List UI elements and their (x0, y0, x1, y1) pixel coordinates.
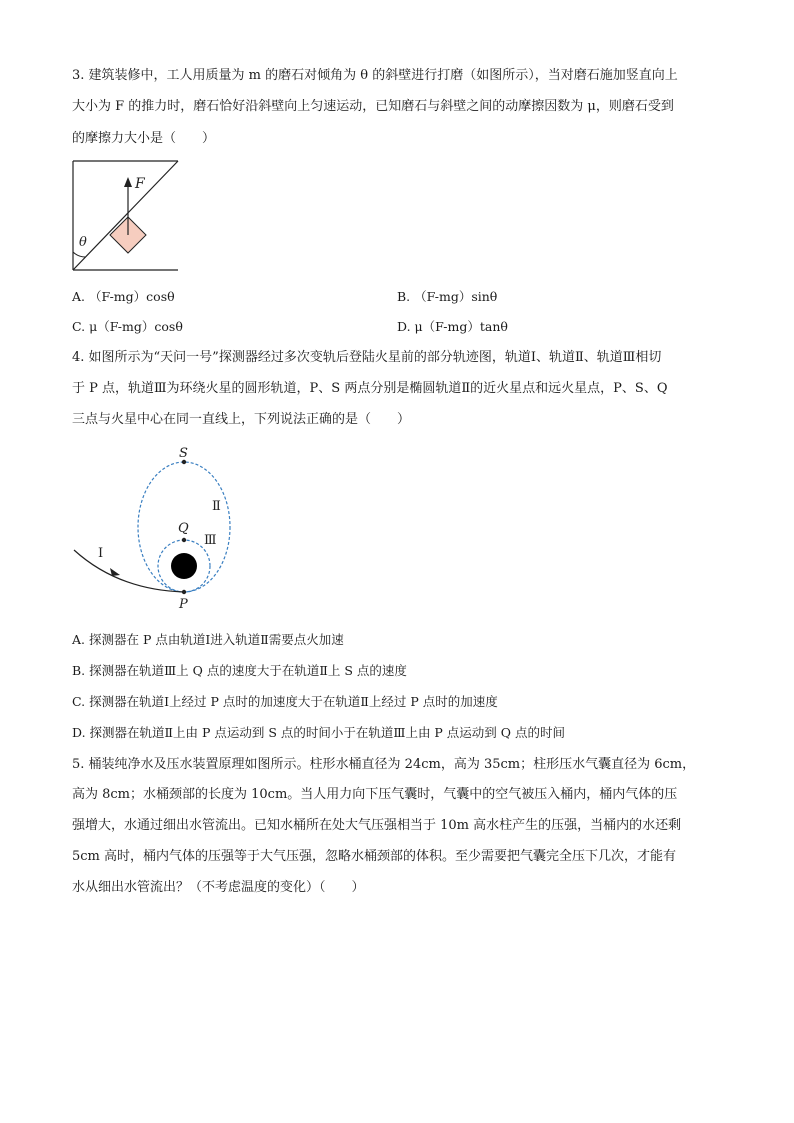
q5-text-line-2: 高为 8cm；水桶颈部的长度为 10cm。当人用力向下压气囊时，气囊中的空气被压入桶内，桶内气体的压 (72, 787, 678, 802)
force-label: F (135, 176, 145, 192)
label-p: P (179, 597, 188, 612)
q4-text-line-2: 于 P 点，轨道Ⅲ为环绕火星的圆形轨道，P、S 两点分别是椭圆轨道Ⅱ的近火星点和远火星点，P、S、Q (72, 381, 668, 396)
label-orbit-3: Ⅲ (204, 533, 217, 548)
q5-text-line-3: 强增大，水通过细出水管流出。已知水桶所在处大气压强相当于 10m 高水柱产生的压强，当桶内的水还剩 (72, 818, 682, 833)
label-s: S (179, 446, 188, 461)
q4-orbit-figure (68, 440, 248, 618)
q3-option-a: A. （F-mg）cosθ (72, 289, 175, 304)
label-orbit-2: Ⅱ (212, 499, 221, 514)
angle-label: θ (79, 235, 87, 250)
q4-text-line-1: 4. 如图所示为“天问一号”探测器经过多次变轨后登陆火星前的部分轨迹图，轨道Ⅰ、轨道Ⅱ、轨道Ⅲ相切 (72, 350, 662, 365)
q4-text-line-3: 三点与火星中心在同一直线上，下列说法正确的是（ ） (72, 412, 411, 427)
q5-text-line-5: 水从细出水管流出？（不考虑温度的变化）（ ） (72, 880, 365, 895)
label-q: Q (178, 521, 189, 536)
q4-option-c: C. 探测器在轨道Ⅰ上经过 P 点时的加速度大于在轨道Ⅱ上经过 P 点时的加速度 (72, 694, 498, 709)
q3-option-d: D. μ（F-mg）tanθ (397, 319, 508, 334)
q4-option-b: B. 探测器在轨道Ⅲ上 Q 点的速度大于在轨道Ⅱ上 S 点的速度 (72, 663, 407, 678)
q3-text-line-3: 的摩擦力大小是（ ） (72, 131, 216, 146)
q3-incline-figure (70, 158, 185, 276)
q4-option-d: D. 探测器在轨道Ⅱ上由 P 点运动到 S 点的时间小于在轨道Ⅲ上由 P 点运动到 Q 点的时间 (72, 725, 565, 740)
q3-option-c: C. μ（F-mg）cosθ (72, 319, 183, 334)
label-orbit-1: Ⅰ (98, 546, 104, 561)
q4-option-a: A. 探测器在 P 点由轨道Ⅰ进入轨道Ⅱ需要点火加速 (72, 632, 344, 647)
q5-text-line-4: 5cm 高时，桶内气体的压强等于大气压强，忽略水桶颈部的体积。至少需要把气囊完全压下几次，才能有 (72, 849, 677, 864)
q3-text-line-2: 大小为 F 的推力时，磨石恰好沿斜壁向上匀速运动，已知磨石与斜壁之间的动摩擦因数为 μ，则磨石受到 (72, 99, 674, 114)
q3-option-b: B. （F-mg）sinθ (397, 289, 498, 304)
q5-text-line-1: 5. 桶装纯净水及压水装置原理如图所示。柱形水桶直径为 24cm，高为 35cm；柱形压水气囊直径为 6cm， (72, 757, 696, 772)
q3-text-line-1: 3. 建筑装修中，工人用质量为 m 的磨石对倾角为 θ 的斜壁进行打磨（如图所示），当对磨石施加竖直向上 (72, 68, 678, 83)
